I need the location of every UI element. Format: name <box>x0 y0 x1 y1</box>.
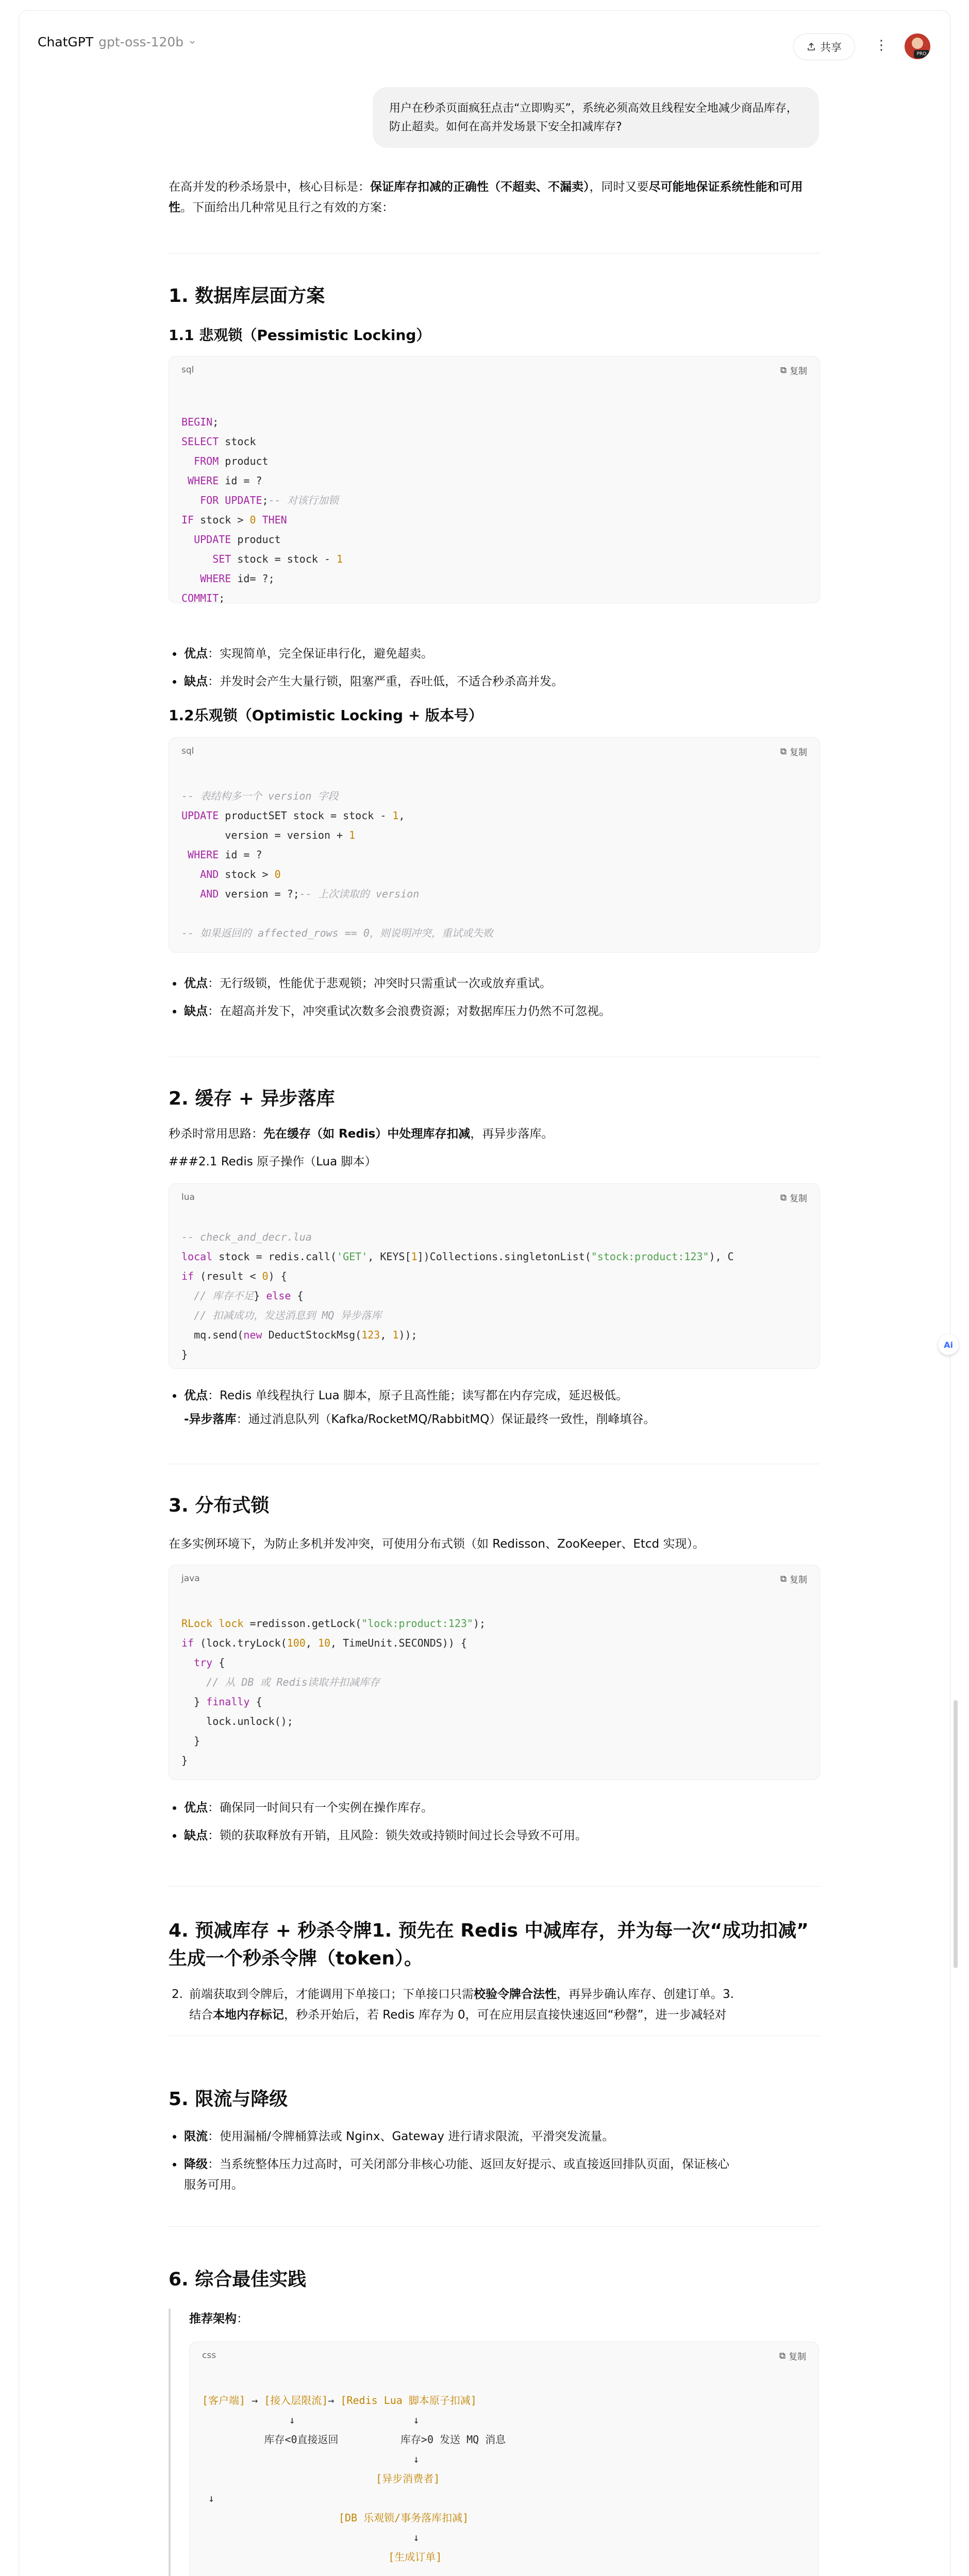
code-lang: java <box>181 1573 200 1584</box>
code-content: BEGIN; SELECT stock FROM product WHERE id = ? FOR UPDATE;-- 对该行加锁 IF stock > 0 THEN UPDATE product SET stock = stock - 1 WHERE id= ?; COMMIT; <box>181 416 343 603</box>
share-button[interactable] <box>793 33 855 60</box>
intro-bold-b: 尽可能地保证系统性能和可用性 <box>169 180 803 214</box>
user-message: 用户在秒杀页面疯狂点击“立即购买”，系统必须高效且线程安全地减少商品库存，防止超卖。如何在高并发场景下安全扣减库存? <box>373 87 819 148</box>
code-content: -- check_and_decr.lua local stock = redis.call('GET', KEYS[1])Collections.singletonList("stock:product:123"), C if (result < 0) { // 库存不足} else { // 扣减成功，发送消息到 MQ 异步落库 mq.send(new DeductStockMsg(123, 1)); } <box>181 1231 734 1361</box>
code-content: [客户端] → [接入层限流]→ [Redis Lua 脚本原子扣减] ↓ ↓ 库存<0直接返回 库存>0 发送 MQ 消息 ↓ [异步消费者] ↓ [DB 乐观锁/事务落库扣减] ↓ [生成订单] <box>202 2394 506 2563</box>
chevron-down-icon <box>189 39 196 46</box>
section-1-2-title: 1.2乐观锁（Optimistic Locking + 版本号） <box>169 707 483 724</box>
list-item: 优点：Redis 单线程执行 Lua 脚本，原子且高性能；读写都在内存完成，延迟极低。 <box>169 1385 820 1406</box>
list-item: 缺点：并发时会产生大量行锁，阻塞严重，吞吐低，不适合秒杀高并发。 <box>169 671 820 692</box>
intro-paragraph <box>169 177 820 218</box>
copy-button[interactable]: ⧉ 复制 <box>779 2350 806 2362</box>
scrollbar[interactable] <box>954 1700 958 1968</box>
copy-button[interactable]: ⧉ 复制 <box>780 746 807 758</box>
avatar-face <box>912 38 923 49</box>
section-6-title: 6. 综合最佳实践 <box>169 2269 307 2290</box>
pessimistic-pros-cons <box>169 643 820 692</box>
section-1-1-title: 1.1 悲观锁（Pessimistic Locking） <box>169 327 431 344</box>
copy-button[interactable]: ⧉ 复制 <box>780 1192 807 1204</box>
copy-icon: ⧉ <box>780 1192 787 1203</box>
architecture-quote <box>169 2309 820 2576</box>
list-item: 降级：当系统整体压力过高时，可关闭部分非核心功能、返回友好提示、或直接返回排队页面，保证核心 服务可用。 <box>169 2154 820 2195</box>
async-note: -异步落库：通过消息队列（Kafka/RocketMQ/RabbitMQ）保证最终一致性，削峰填谷。 <box>184 1413 656 1426</box>
section-1-title: 1. 数据库层面方案 <box>169 285 325 307</box>
code-content: -- 表结构多一个 version 字段 UPDATE productSET stock = stock - 1, version = version + 1 WHERE id = ? AND stock > 0 AND version = ?;-- 上次读取的 version -- 如果返回的 affected_rows == 0，则说明冲突，重试或失败 <box>181 790 493 939</box>
code-lang: css <box>202 2350 216 2361</box>
copy-button[interactable]: ⧉ 复制 <box>780 1573 807 1585</box>
copy-icon: ⧉ <box>780 746 787 757</box>
code-lang: sql <box>181 746 194 756</box>
code-lang: lua <box>181 1192 195 1202</box>
chat-window <box>19 10 950 2576</box>
ai-assist-icon[interactable]: Ai <box>938 1334 959 1355</box>
architecture-label: 推荐架构： <box>189 2312 248 2326</box>
share-label: 共享 <box>820 41 842 54</box>
code-block-pessimistic <box>169 356 820 603</box>
section-3-desc: 在多实例环境下，为防止多机并发冲突，可使用分布式锁（如 Redisson、ZooKeeper、Etcd 实现）。 <box>169 1537 705 1551</box>
list-item: 优点：实现简单，完全保证串行化，避免超卖。 <box>169 643 820 664</box>
avatar-plan-badge: PRO <box>914 50 929 58</box>
copy-button[interactable]: ⧉ 复制 <box>780 365 807 377</box>
list-item: 缺点：锁的获取释放有开销，且风险：锁失效或持锁时间过长会导致不可用。 <box>169 1825 820 1846</box>
intro-text-b: ，同时又要 <box>589 180 649 194</box>
section-4-item: 2. 前端获取到令牌后，才能调用下单接口；下单接口只需校验令牌合法性，再异步确认库存、创建订单。3. 结合本地内存标记，秒杀开始后，若 Redis 库存为 0，可在应用层直接快速返回“秒罄”，进一步减轻对 <box>172 1988 734 2022</box>
section-5-title: 5. 限流与降级 <box>169 2089 288 2110</box>
intro-text-a: 在高并发的秒杀场景中，核心目标是： <box>169 180 370 194</box>
divider <box>169 1886 820 1887</box>
lua-notes <box>169 1385 820 1430</box>
code-lang: sql <box>181 365 194 375</box>
model-switcher[interactable] <box>38 35 196 49</box>
code-block-optimistic <box>169 737 820 953</box>
share-icon <box>807 42 816 52</box>
code-content: RLock lock =redisson.getLock("lock:product:123"); if (lock.tryLock(100, 10, TimeUnit.SECONDS)) { try { // 从 DB 或 Redis读取并扣减库存 } finally { lock.unlock(); } } <box>181 1617 486 1767</box>
section-3-title: 3. 分布式锁 <box>169 1495 270 1516</box>
divider <box>169 2226 820 2227</box>
copy-icon: ⧉ <box>780 1573 787 1584</box>
copy-icon: ⧉ <box>780 365 787 376</box>
lock-pros-cons <box>169 1798 820 1846</box>
list-item: 优点：确保同一时间只有一个实例在操作库存。 <box>169 1798 820 1818</box>
more-vertical-icon[interactable]: ⋮ <box>875 38 888 53</box>
model-name: gpt-oss-120b <box>98 35 184 49</box>
avatar[interactable] <box>905 33 930 59</box>
section-2-title: 2. 缓存 + 异步落库 <box>169 1088 335 1109</box>
list-item: 限流：使用漏桶/令牌桶算法或 Nginx、Gateway 进行请求限流，平滑突发流量。 <box>169 2126 820 2147</box>
code-block-architecture <box>189 2342 819 2576</box>
rate-limit-list <box>169 2126 820 2195</box>
list-item: 优点：无行级锁，性能优于悲观锁；冲突时只需重试一次或放弃重试。 <box>169 973 820 994</box>
section-2-subhead: ###2.1 Redis 原子操作（Lua 脚本） <box>169 1155 377 1168</box>
intro-text-c: 。下面给出几种常见且行之有效的方案： <box>180 201 394 214</box>
code-block-java <box>169 1565 820 1780</box>
section-4-title: 4. 预减库存 + 秒杀令牌1. 预先在 Redis 中减库存，并为每一次“成功扣减” 生成一个秒杀令牌（token）。 <box>169 1920 809 1969</box>
section-2-intro: 秒杀时常用思路：先在缓存（如 Redis）中处理库存扣减，再异步落库。 <box>169 1127 554 1141</box>
app-name: ChatGPT <box>38 35 94 49</box>
copy-icon: ⧉ <box>779 2350 786 2361</box>
intro-bold-a: 保证库存扣减的正确性（不超卖、不漏卖） <box>370 180 590 194</box>
list-item: 缺点：在超高并发下，冲突重试次数多会浪费资源；对数据库压力仍然不可忽视。 <box>169 1001 820 1022</box>
optimistic-pros-cons <box>169 973 820 1022</box>
code-block-lua <box>169 1183 820 1369</box>
